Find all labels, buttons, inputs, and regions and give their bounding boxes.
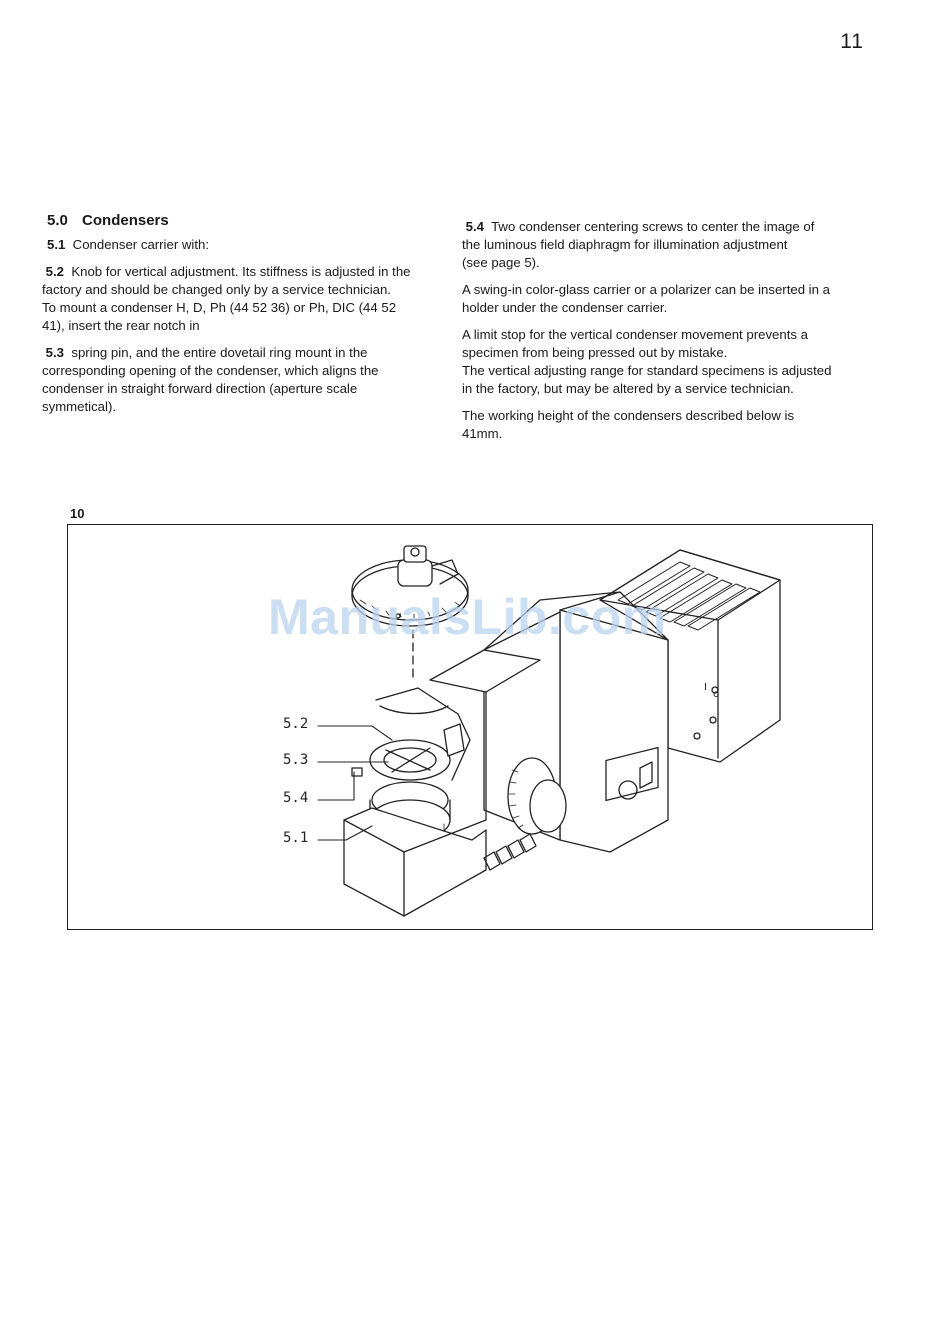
paragraph-5-3-line1: spring pin, and the entire dovetail ring mount in the	[71, 345, 368, 360]
callout-5-2: 5.2	[283, 716, 309, 732]
condenser-carrier	[370, 688, 470, 780]
page-number: 11	[840, 30, 864, 53]
paragraph-working-height-line1: The working height of the condensers described below is	[462, 408, 795, 423]
callout-5-1: 5.1	[283, 830, 309, 846]
centering-screws	[484, 834, 536, 870]
section-heading-title: Condensers	[82, 212, 169, 229]
item-number-5-2: 5.2	[45, 264, 65, 279]
paragraph-limit-stop-line1: A limit stop for the vertical condenser movement prevents a	[462, 327, 808, 342]
item-number-5-3: 5.3	[45, 345, 65, 360]
paragraph-5-3-line3: condenser in straight forward direction (aperture scale	[42, 381, 358, 396]
paragraph-5-1-text: Condenser carrier with:	[72, 237, 209, 252]
paragraph-color-glass-line1: A swing-in color-glass carrier or a polarizer can be inserted in a	[462, 282, 830, 297]
figure-number: 10	[70, 506, 85, 521]
paragraph-color-glass-line2: holder under the condenser carrier.	[462, 300, 668, 315]
paragraph-5-2-line2: factory and should be changed only by a service technician.	[42, 282, 391, 297]
paragraph-5-4-line2: the luminous field diaphragm for illumination adjustment	[462, 237, 788, 252]
callout-5-3: 5.3	[283, 752, 309, 768]
item-number-5-1: 5.1	[47, 237, 66, 252]
stage-base	[344, 808, 486, 916]
paragraph-5-3-line4: symmetical).	[42, 399, 116, 414]
paragraph-limit-stop-line4: in the factory, but may be altered by a service technician.	[462, 381, 794, 396]
switch-symbol-on: I	[704, 682, 707, 693]
switch-symbol-off: o	[713, 689, 720, 700]
paragraph-5-4-line3: (see page 5).	[462, 255, 540, 270]
watermark: ManualsLib.com	[268, 589, 667, 645]
paragraph-5-2-line1: Knob for vertical adjustment. Its stiffness is adjusted in the	[71, 264, 411, 279]
paragraph-5-3-line2: corresponding opening of the condenser, which aligns the	[42, 363, 379, 378]
paragraph-working-height-line2: 41mm.	[462, 426, 503, 441]
item-number-5-4: 5.4	[465, 219, 485, 234]
paragraph-limit-stop-line2: specimen from being pressed out by mistake.	[462, 345, 728, 360]
paragraph-5-2-line3: To mount a condenser H, D, Ph (44 52 36) or Ph, DIC (44 52	[42, 300, 397, 315]
section-heading-number: 5.0	[47, 212, 68, 229]
callout-5-4: 5.4	[283, 790, 309, 806]
paragraph-5-2-line4: 41), insert the rear notch in	[42, 318, 200, 333]
paragraph-5-4-line1: Two condenser centering screws to center the image of	[491, 219, 815, 234]
paragraph-limit-stop-line3: The vertical adjusting range for standard specimens is adjusted	[462, 363, 832, 378]
